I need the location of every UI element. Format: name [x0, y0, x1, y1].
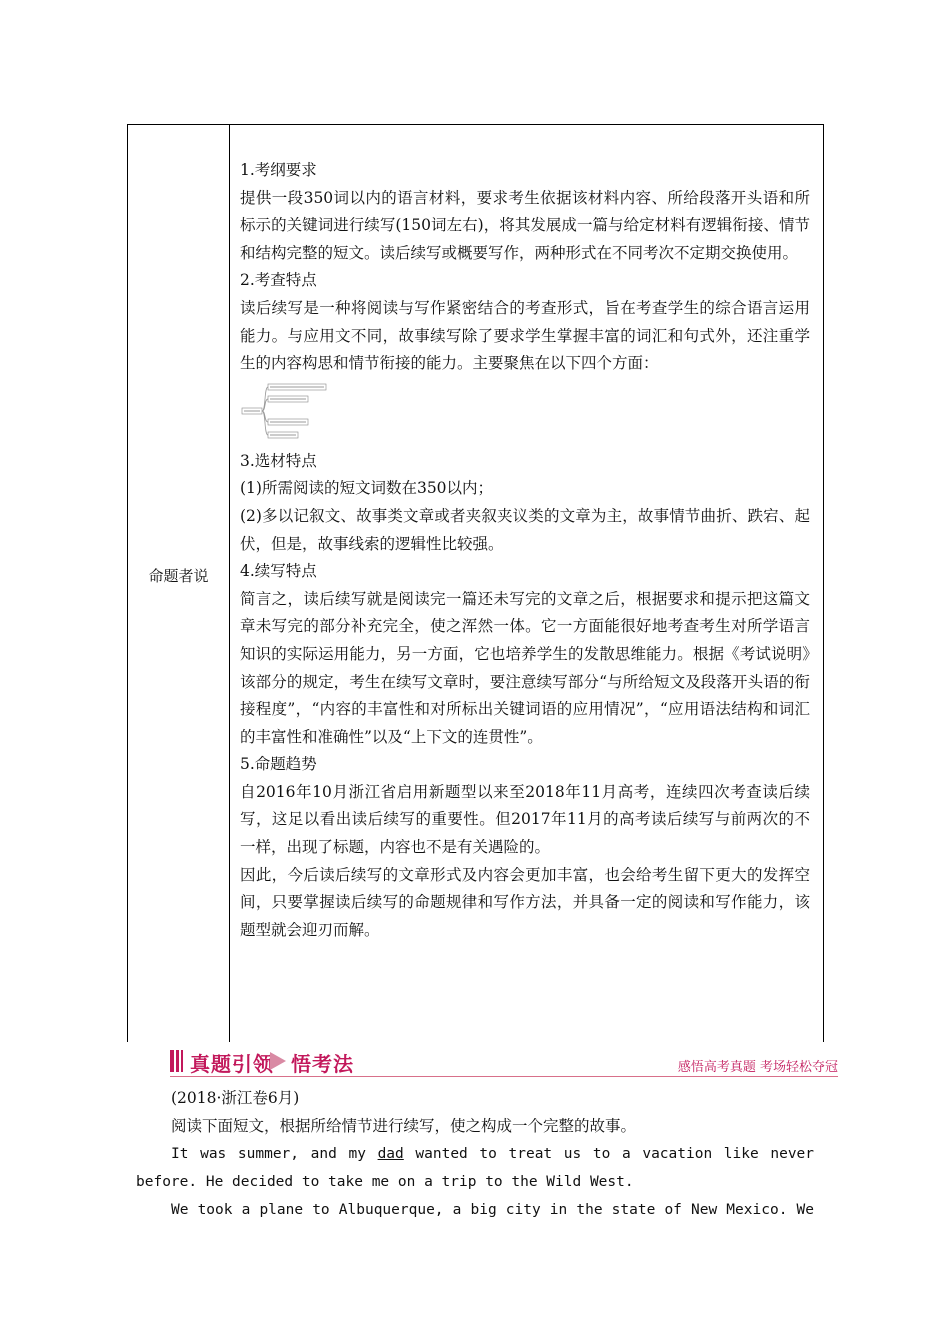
section-paragraph: 提供一段350词以内的语言材料，要求考生依据该材料内容、所给段落开头语和所标示的关键词进行续写(150词左右)，将其发展成一篇与给定材料有逻辑衔接、情节和结构完整的短文。读后续写或概要写作，两种形式在不同考次不定期交换使用。 — [240, 188, 810, 262]
arrow-icon — [270, 1052, 286, 1070]
banner-slogan: 感悟高考真题 考场轻松夺冠 — [677, 1060, 838, 1075]
exam-passage — [136, 1084, 814, 1224]
section-paragraph: 自2016年10月浙江省启用新题型以来至2018年11月高考，连续四次考查读后续写，这足以看出读后续写的重要性。但2017年11月的高考读后续写与前两次的不一样，出现了标题，内容也不是有关遇险的。 — [240, 782, 810, 857]
section-heading: 1.考纲要求 — [240, 161, 317, 179]
section-heading: 4.续写特点 — [240, 562, 317, 581]
underlined-keyword: dad — [377, 1146, 404, 1162]
banner-subtitle: 悟考法 — [291, 1052, 354, 1076]
column-divider — [229, 125, 230, 1042]
section-paragraph: 读后续写是一种将阅读与写作紧密结合的考查形式，旨在考查学生的综合语言运用能力。与应用文不同，故事续写除了要求学生掌握丰富的词汇和句式外，还注重学生的内容构思和情节衔接的能力。主要聚焦在以下四个方面： — [240, 298, 810, 373]
section-paragraph: (1)所需阅读的短文词数在350以内； — [240, 479, 494, 498]
mind-map-thumbnail — [240, 382, 330, 442]
section-heading: 5.命题趋势 — [240, 755, 317, 774]
section-paragraph: (2)多以记叙文、故事类文章或者夹叙夹议类的文章为主，故事情节曲折、跌宕、起伏，但是，故事线索的逻辑性比较强。 — [240, 506, 810, 553]
passage-line: before. He decided to take me on a trip to the Wild West. — [136, 1174, 634, 1190]
exam-source: (2018·浙江卷6月) — [171, 1089, 300, 1107]
table-content — [240, 157, 810, 944]
passage-line: We took a plane to Albuquerque, a big city in the state of New Mexico. We — [171, 1202, 814, 1218]
row-label: 命题者说 — [148, 567, 209, 585]
banner-title: 真题引领 — [190, 1052, 274, 1076]
section-paragraph: 简言之，读后续写就是阅读完一篇还未写完的文章之后，根据要求和提示把这篇文章未写完的部分补充完全，使之浑然一体。它一方面能很好地考查考生对所学语言知识的实际运用能力，另一方面，它也培养学生的发散思维能力。根据《考试说明》该部分的规定，考生在续写文章时，要注意续写部分“与所给短文及段落开头语的衔接程度”，“内容的丰富性和对所标出关键词语的应用情况”，“应用语法结构和词汇的丰富性和准确性”以及“上下文的连贯性”。 — [240, 589, 810, 746]
section-banner — [170, 1048, 838, 1077]
section-paragraph: 因此，今后读后续写的文章形式及内容会更加丰富，也会给考生留下更大的发挥空间，只要掌握读后续写的命题规律和写作方法，并具备一定的阅读和写作能力，该题型就会迎刃而解。 — [240, 865, 810, 939]
exam-instruction: 阅读下面短文，根据所给情节进行续写，使之构成一个完整的故事。 — [171, 1117, 637, 1135]
info-table — [127, 124, 824, 1042]
section-heading: 3.选材特点 — [240, 451, 317, 470]
section-heading: 2.考查特点 — [240, 271, 317, 290]
passage-line: It was summer, and my dad wanted to treat us to a vacation like never — [171, 1146, 815, 1162]
